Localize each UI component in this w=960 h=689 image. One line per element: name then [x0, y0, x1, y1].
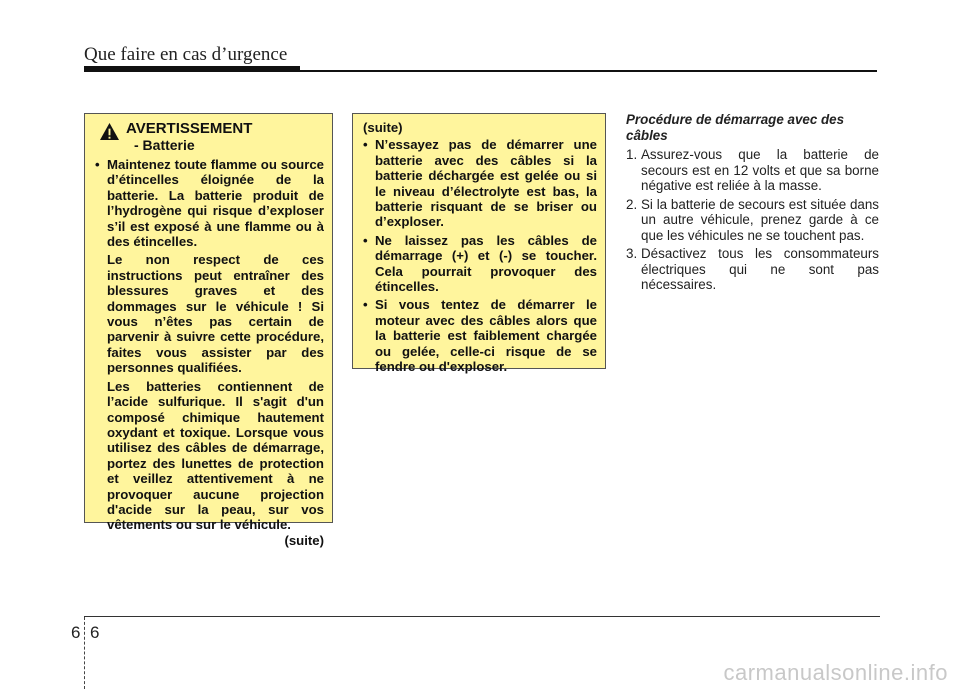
footer-rule — [84, 616, 880, 617]
bullet-dot: • — [363, 232, 368, 248]
warning-bullet-text: Maintenez toute flamme ou source d’étincelles éloignée de la batterie. La batterie produit de l’hydrogène qui risque d’exploser s’il est exposé à une flamme ou à des étincelles. — [107, 157, 324, 250]
warning-bullet — [363, 233, 597, 295]
warning-triangle-icon — [99, 122, 120, 141]
warning-title: AVERTISSEMENT — [126, 120, 253, 137]
warning-paragraph: Les batteries contiennent de l’acide sulfurique. Il s'agit d'un composé chimique hautement oxydant et toxique. Lorsque vous utilisez des câbles de démarrage, portez des lunettes de protection et veillez attentivement à ne provoquer aucune projection d'acide sur la peau, sur vos vêtements ou sur le véhicule. — [107, 378, 324, 533]
warning-bullet — [363, 297, 597, 374]
procedure-step — [626, 246, 879, 293]
warning-bullet-text: Si vous tentez de démarrer le moteur avec des câbles alors que la batterie est faiblement chargée ou gelée, celle-ci risque de se fendre ou d'exploser. — [375, 297, 597, 375]
procedure-section — [626, 112, 879, 296]
bullet-dot: • — [95, 157, 100, 172]
watermark: carmanualsonline.info — [723, 660, 948, 685]
step-text: Si la batterie de secours est située dans un autre véhicule, prenez garde à ce que les véhicules ne se touchent pas. — [641, 196, 879, 243]
step-number: 3. — [626, 246, 638, 261]
procedure-step — [626, 147, 879, 194]
step-number: 2. — [626, 196, 638, 212]
step-text: Assurez-vous que la batterie de secours est en 12 volts et que sa borne négative est reliée à la masse. — [641, 147, 879, 193]
chapter-number: 6 — [71, 623, 81, 642]
bullet-dot: • — [363, 297, 368, 313]
step-text: Désactivez tous les consommateurs électriques qui ne sont pas nécessaires. — [641, 246, 879, 292]
warning-bullet-text: N’essayez pas de démarrer une batterie avec des câbles si la batterie déchargée est gelée ou si le niveau d’électrolyte est bas, la batterie risquant de se briser ou d’exploser. — [375, 137, 597, 230]
procedure-title: Procédure de démarrage avec des câbles — [626, 112, 845, 143]
warning-box-continued — [352, 113, 606, 375]
warning-header — [95, 120, 324, 153]
warning-paragraph: Le non respect de ces instructions peut entraîner des blessures graves et des dommages sur le véhicule ! Si vous n’êtes pas certain de parvenir à suivre cette procédure, faites vous assister par des personnes qualifiées. — [107, 252, 324, 376]
continued-label: (suite) — [284, 532, 324, 548]
procedure-step — [626, 197, 879, 244]
warning-box-battery — [84, 113, 333, 548]
warning-bullet-text: Ne laissez pas les câbles de démarrage (+) et (-) se toucher. Cela pourrait provoquer des étincelles. — [375, 232, 597, 295]
warning-bullet — [363, 137, 597, 229]
continued-label: (suite) — [363, 120, 403, 135]
warning-bullet — [95, 157, 324, 249]
page-header-title: Que faire en cas d’urgence — [84, 44, 288, 65]
bullet-dot: • — [363, 137, 368, 153]
footer-divider — [84, 617, 85, 689]
step-number: 1. — [626, 147, 638, 162]
header-rule — [84, 70, 877, 72]
page-number: 6 — [90, 623, 100, 642]
warning-subtitle: - Batterie — [134, 137, 195, 153]
